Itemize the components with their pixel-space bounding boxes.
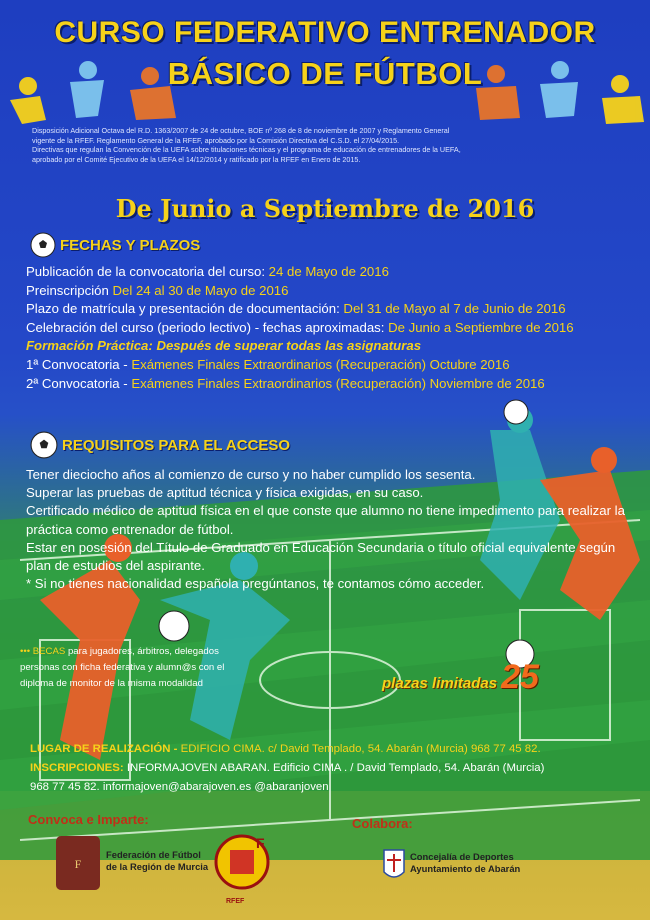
legal-line: Directivas que regulan la Convención de la UEFA sobre titulaciones técnicas y el programa de educación de entrenadores de la UEFA,	[32, 145, 461, 155]
becas-line: diploma de monitor de la misma modalidad	[20, 678, 203, 689]
list-item: Preinscripción Del 24 al 30 de Mayo de 2016	[26, 282, 289, 298]
svg-text:F: F	[74, 857, 82, 871]
becas-line: ••• BECAS para jugadores, árbitros, delegados	[20, 646, 219, 657]
contact-line[interactable]: 968 77 45 82. informajoven@abarajoven.es @abaranjoven	[30, 781, 329, 793]
list-item: Certificado médico de aptitud física en el que conste que alumno no tiene impedimento para realizar la práctica como entrenador de fútbol.	[26, 503, 625, 537]
rfef-label: RFEF	[226, 898, 245, 905]
section-title: REQUISITOS PARA EL ACCESO	[62, 436, 291, 454]
legal-text	[32, 126, 622, 164]
plazas-limitadas	[382, 658, 539, 697]
plazas-text: plazas limitadas	[382, 675, 498, 692]
rfef-logo	[216, 835, 268, 888]
inscripciones-line: INSCRIPCIONES: INFORMAJOVEN ABARAN. Edificio CIMA . / David Templado, 54. Abarán (Murcia)	[30, 762, 545, 774]
title-line-2: BÁSICO DE FÚTBOL	[167, 56, 483, 91]
becas-note	[20, 644, 280, 692]
football-icon	[30, 431, 58, 459]
list-item: Celebración del curso (periodo lectivo) - fechas aproximadas: De Junio a Septiembre de 2016	[26, 319, 574, 335]
list-item: Estar en posesión del Título de Graduado en Educación Secundaria o título oficial equivalente según plan de estudios del aspirante.	[26, 539, 616, 574]
dates-banner: De Junio a Septiembre de 2016	[115, 194, 535, 223]
football-icon	[30, 232, 56, 258]
requisitos-list	[26, 466, 626, 593]
section-title: FECHAS Y PLAZOS	[60, 236, 201, 254]
list-item: * Si no tienes nacionalidad española pregúntanos, te contamos cómo acceder.	[26, 576, 485, 592]
list-item: Superar las pruebas de aptitud técnica y física exigidas, en su caso.	[26, 485, 424, 501]
lugar-line: LUGAR DE REALIZACIÓN - EDIFICIO CIMA. c/ David Templado, 54. Abarán (Murcia) 968 77 45 82.	[30, 743, 541, 755]
list-item: Publicación de la convocatoria del curso: 24 de Mayo de 2016	[26, 264, 389, 279]
legal-line: Disposición Adicional Octava del R.D. 1363/2007 de 24 de octubre, BOE nº 268 de 8 de noviembre de 2007 y Reglamento General	[32, 126, 450, 135]
title-line-1: CURSO FEDERATIVO ENTRENADOR	[54, 16, 596, 49]
list-item: Tener dieciocho años al comienzo de curso y no haber cumplido los sesenta.	[26, 467, 476, 482]
ayto-name: Concejalía de Deportes Ayuntamiento de Abarán	[410, 851, 521, 874]
fechas-heading	[30, 230, 200, 260]
list-item: Formación Práctica: Después de superar todas las asignaturas	[26, 338, 422, 354]
colabora-label: Colabora:	[352, 816, 413, 831]
abaran-crest-icon	[384, 850, 404, 877]
list-item: Plazo de matrícula y presentación de documentación: Del 31 de Mayo al 7 de Junio de 2016	[26, 301, 566, 317]
becas-line: personas con ficha federativa y alumn@s con el	[20, 662, 225, 673]
fechas-list	[26, 263, 574, 393]
legal-line: aprobado por el Comité Ejecutivo de la UEFA el 14/12/2014 y ratificado por la RFEF en Enero de 2015.	[32, 154, 361, 164]
requisitos-heading	[30, 430, 290, 460]
plazas-number: 25	[501, 658, 539, 696]
ffrm-name: Federación de Fútbol de la Región de Murcia	[106, 849, 209, 872]
svg-text:F: F	[256, 835, 265, 851]
info-block	[30, 740, 640, 797]
legal-line: vigente de la RFEF. Reglamento General de la RFEF, aprobado por la Comisión Directiva del C.S.D. el 27/04/2015.	[32, 135, 400, 145]
list-item: 2ª Convocatoria - Exámenes Finales Extraordinarios (Recuperación) Noviembre de 2016	[26, 375, 545, 391]
convoca-label: Convoca e Imparte:	[28, 812, 149, 827]
list-item: 1ª Convocatoria - Exámenes Finales Extraordinarios (Recuperación) Octubre 2016	[26, 356, 510, 372]
